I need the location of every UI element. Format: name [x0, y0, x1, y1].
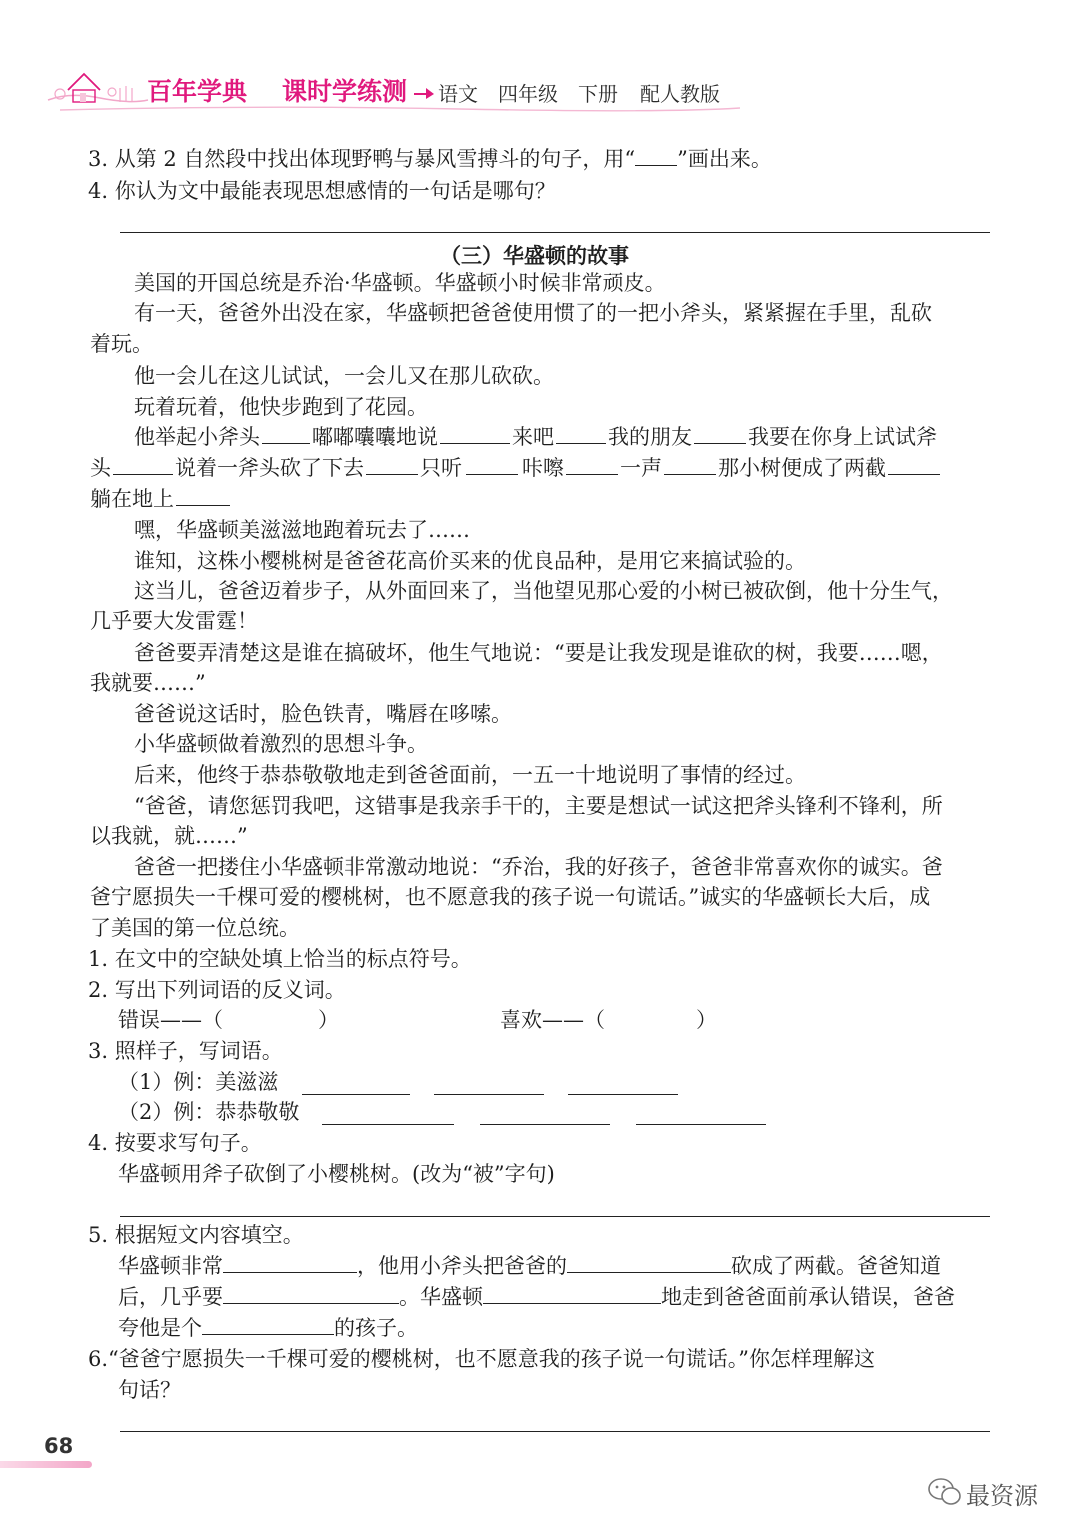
answer-line[interactable]: [120, 1216, 990, 1217]
question-4-sentence: 华盛顿用斧子砍倒了小樱桃树。(改为“被”字句): [118, 1162, 555, 1186]
paragraph: 他一会儿在这儿试试，一会儿又在那儿砍砍。: [134, 364, 554, 388]
paragraph: 后来，他终于恭恭敬敬地走到爸爸面前，一五一十地说明了事情的经过。: [134, 763, 806, 787]
prev-question-3: 3. 从第 2 自然段中找出体现野鸭与暴风雪搏斗的句子，用“ ”画出来。: [88, 147, 772, 171]
punctuation-blank[interactable]: [262, 423, 310, 444]
question-2: 2. 写出下列词语的反义词。: [88, 978, 346, 1002]
paragraph: 小华盛顿做着激烈的思想斗争。: [134, 732, 428, 756]
word-answer-line[interactable]: [322, 1124, 454, 1125]
header-volume: 下册: [578, 82, 618, 106]
answer-line[interactable]: [120, 1431, 990, 1432]
question-5: 5. 根据短文内容填空。: [88, 1223, 304, 1247]
watermark: [928, 1474, 1058, 1514]
paragraph: 有一天，爸爸外出没在家，华盛顿把爸爸使用惯了的一把小斧头，紧紧握在手里，乱砍: [134, 301, 932, 325]
word-answer-line[interactable]: [302, 1094, 410, 1095]
example-row: （1）例：美滋滋: [118, 1070, 279, 1094]
punctuation-blank[interactable]: [440, 423, 510, 444]
page-number: 68: [44, 1434, 74, 1458]
paragraph: 几乎要大发雷霆！: [90, 609, 258, 633]
fill-in-line: 华盛顿非常 ，他用小斧头把爸爸的 砍成了两截。爸爸知道: [118, 1254, 941, 1278]
header-grade: 四年级: [498, 82, 558, 106]
header-divider: [60, 104, 740, 114]
question-6: 句话？: [118, 1378, 181, 1402]
paragraph: 这当儿，爸爸迈着步子，从外面回来了，当他望见那心爱的小树已被砍倒，他十分生气，: [134, 579, 953, 603]
paragraph: 美国的开国总统是乔治·华盛顿。华盛顿小时候非常顽皮。: [134, 271, 666, 295]
section-title: （三）华盛顿的故事: [440, 244, 629, 268]
watermark-text: 最资源: [966, 1482, 1038, 1510]
punctuation-blank[interactable]: [176, 485, 230, 506]
paragraph: 了美国的第一位总统。: [90, 916, 300, 940]
question-4: 4. 按要求写句子。: [88, 1131, 262, 1155]
word-answer-line[interactable]: [636, 1124, 766, 1125]
fill-in-paragraph: 头 说着一斧头砍了下去 只听 咔嚓 一声 那小树便成了两截: [90, 453, 942, 483]
punctuation-blank[interactable]: [566, 454, 618, 475]
punctuation-blank[interactable]: [694, 423, 746, 444]
paragraph: “爸爸，请您惩罚我吧，这错事是我亲手干的，主要是想试一试这把斧头锋利不锋利，所: [134, 794, 943, 818]
paragraph: 着玩。: [90, 332, 153, 356]
fill-in-line: 后，几乎要 。华盛顿 地走到爸爸面前承认错误，爸爸: [118, 1285, 955, 1309]
answer-blank[interactable]: [202, 1314, 334, 1335]
fill-in-paragraph: 他举起小斧头 嘟嘟囔囔地说 来吧 我的朋友 我要在你身上试试斧: [134, 425, 937, 449]
chat-bubble-icon: [928, 1477, 962, 1507]
question-1: 1. 在文中的空缺处填上恰当的标点符号。: [88, 947, 472, 971]
header-edition: 配人教版: [640, 82, 720, 106]
question-6: 6.“爸爸宁愿损失一千棵可爱的樱桃树，也不愿意我的孩子说一句谎话。”你怎样理解这: [88, 1347, 876, 1371]
antonym-item: 错误——（ ）: [118, 1005, 223, 1035]
paragraph: 以我就，就……”: [90, 824, 248, 848]
punctuation-blank[interactable]: [466, 454, 518, 475]
punctuation-blank[interactable]: [366, 454, 418, 475]
paragraph: 谁知，这株小樱桃树是爸爸花高价买来的优良品种，是用它来搞试验的。: [134, 549, 806, 573]
answer-blank[interactable]: [567, 1252, 731, 1273]
word-answer-line[interactable]: [568, 1094, 678, 1095]
question-3: 3. 照样子，写词语。: [88, 1039, 283, 1063]
word-answer-line[interactable]: [480, 1124, 610, 1125]
answer-blank[interactable]: [483, 1283, 661, 1304]
punctuation-blank[interactable]: [556, 423, 606, 444]
punctuation-blank[interactable]: [888, 454, 940, 475]
prev-question-4: 4. 你认为文中最能表现思想感情的一句话是哪句？: [88, 179, 556, 203]
punctuation-blank[interactable]: [664, 454, 716, 475]
page-header: [0, 60, 1080, 120]
underline-sample: [635, 145, 677, 166]
arrow-icon: [414, 86, 436, 100]
paragraph: 嘿，华盛顿美滋滋地跑着玩去了……: [134, 518, 470, 542]
answer-blank[interactable]: [223, 1283, 399, 1304]
word-answer-line[interactable]: [434, 1094, 544, 1095]
fill-in-paragraph: 躺在地上: [90, 484, 232, 514]
paragraph: 爸宁愿损失一千棵可爱的樱桃树，也不愿意我的孩子说一句谎话。”诚实的华盛顿长大后，成: [90, 885, 931, 909]
antonym-item: 喜欢——（ ）: [500, 1005, 605, 1035]
paragraph: 爸爸说这话时，脸色铁青，嘴唇在哆嗦。: [134, 702, 512, 726]
brand-subtitle: 课时学练测: [282, 77, 408, 106]
paragraph: 爸爸一把搂住小华盛顿非常激动地说：“乔治，我的好孩子，爸爸非常喜欢你的诚实。爸: [134, 855, 943, 879]
answer-line[interactable]: [120, 232, 990, 233]
paragraph: 爸爸要弄清楚这是谁在搞破坏，他生气地说：“要是让我发现是谁砍的树，我要……嗯，: [134, 641, 943, 665]
brand-title: 百年学典: [147, 77, 248, 106]
fill-in-line: 夸他是个 的孩子。: [118, 1316, 418, 1340]
example-row: （2）例：恭恭敬敬: [118, 1100, 300, 1124]
punctuation-blank[interactable]: [113, 454, 173, 475]
paragraph: 我就要……”: [90, 671, 206, 695]
answer-blank[interactable]: [223, 1252, 357, 1273]
house-logo-icon: [40, 62, 150, 108]
page-number-bar: [0, 1461, 92, 1468]
header-subject: 语文: [438, 82, 478, 106]
paragraph: 玩着玩着，他快步跑到了花园。: [134, 395, 428, 419]
antonym-answer-space[interactable]: [238, 1005, 328, 1035]
